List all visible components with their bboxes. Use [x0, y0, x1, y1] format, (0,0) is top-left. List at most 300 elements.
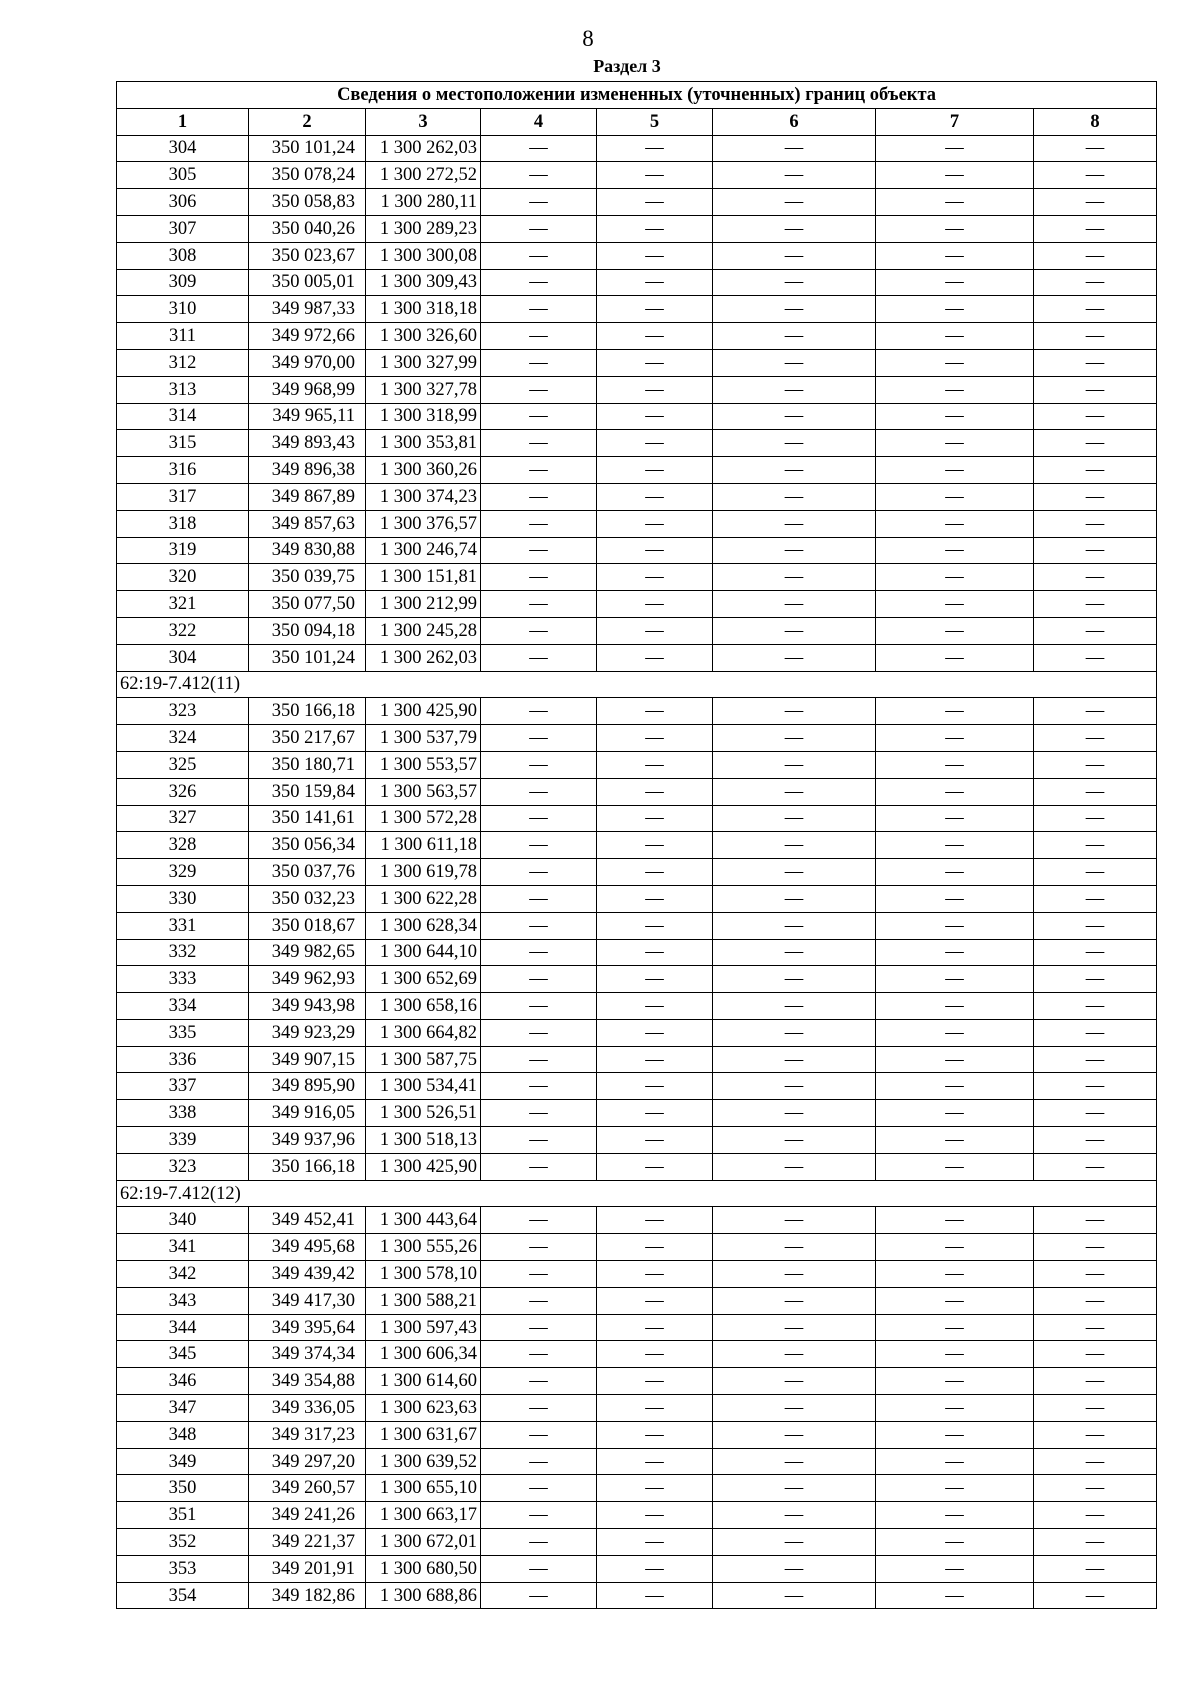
empty-value-cell: — — [597, 1582, 713, 1609]
y-coordinate-cell: 1 300 655,10 — [366, 1475, 481, 1502]
empty-value-cell: — — [481, 1368, 597, 1395]
empty-value-cell: — — [876, 349, 1034, 376]
empty-value-cell: — — [1034, 859, 1157, 886]
empty-value-cell: — — [713, 1046, 876, 1073]
point-number-cell: 345 — [117, 1341, 249, 1368]
empty-value-cell: — — [481, 1448, 597, 1475]
x-coordinate-cell: 350 166,18 — [249, 698, 366, 725]
x-coordinate-cell: 350 141,61 — [249, 805, 366, 832]
table-row — [117, 215, 1157, 242]
table-row — [117, 1582, 1157, 1609]
y-coordinate-cell: 1 300 327,78 — [366, 376, 481, 403]
empty-value-cell: — — [1034, 1368, 1157, 1395]
empty-value-cell: — — [1034, 805, 1157, 832]
empty-value-cell: — — [481, 564, 597, 591]
empty-value-cell: — — [876, 1314, 1034, 1341]
x-coordinate-cell: 350 056,34 — [249, 832, 366, 859]
empty-value-cell: — — [597, 242, 713, 269]
empty-value-cell: — — [876, 403, 1034, 430]
empty-value-cell: — — [713, 403, 876, 430]
empty-value-cell: — — [481, 376, 597, 403]
empty-value-cell: — — [713, 1555, 876, 1582]
point-number-cell: 331 — [117, 912, 249, 939]
empty-value-cell: — — [876, 1395, 1034, 1422]
empty-value-cell: — — [481, 1207, 597, 1234]
empty-value-cell: — — [713, 376, 876, 403]
empty-value-cell: — — [876, 323, 1034, 350]
empty-value-cell: — — [597, 939, 713, 966]
empty-value-cell: — — [597, 1127, 713, 1154]
x-coordinate-cell: 350 180,71 — [249, 751, 366, 778]
y-coordinate-cell: 1 300 578,10 — [366, 1261, 481, 1288]
empty-value-cell: — — [876, 1582, 1034, 1609]
empty-value-cell: — — [481, 242, 597, 269]
empty-value-cell: — — [481, 751, 597, 778]
empty-value-cell: — — [1034, 135, 1157, 162]
y-coordinate-cell: 1 300 443,64 — [366, 1207, 481, 1234]
empty-value-cell: — — [481, 269, 597, 296]
empty-value-cell: — — [876, 1019, 1034, 1046]
point-number-cell: 334 — [117, 993, 249, 1020]
y-coordinate-cell: 1 300 151,81 — [366, 564, 481, 591]
column-header: 3 — [366, 108, 481, 135]
empty-value-cell: — — [1034, 1207, 1157, 1234]
boundary-coordinates-table — [116, 81, 1157, 1609]
table-row — [117, 644, 1157, 671]
table-row — [117, 993, 1157, 1020]
x-coordinate-cell: 349 867,89 — [249, 483, 366, 510]
empty-value-cell: — — [481, 1555, 597, 1582]
empty-value-cell: — — [1034, 269, 1157, 296]
empty-value-cell: — — [713, 617, 876, 644]
y-coordinate-cell: 1 300 360,26 — [366, 457, 481, 484]
table-row — [117, 912, 1157, 939]
empty-value-cell: — — [481, 1153, 597, 1180]
empty-value-cell: — — [876, 832, 1034, 859]
empty-value-cell: — — [1034, 725, 1157, 752]
empty-value-cell: — — [713, 1127, 876, 1154]
point-number-cell: 321 — [117, 591, 249, 618]
point-number-cell: 351 — [117, 1502, 249, 1529]
empty-value-cell: — — [597, 1153, 713, 1180]
table-row — [117, 966, 1157, 993]
y-coordinate-cell: 1 300 246,74 — [366, 537, 481, 564]
empty-value-cell: — — [481, 698, 597, 725]
empty-value-cell: — — [1034, 349, 1157, 376]
point-number-cell: 310 — [117, 296, 249, 323]
empty-value-cell: — — [713, 269, 876, 296]
empty-value-cell: — — [481, 1341, 597, 1368]
x-coordinate-cell: 349 857,63 — [249, 510, 366, 537]
empty-value-cell: — — [1034, 1341, 1157, 1368]
point-number-cell: 306 — [117, 189, 249, 216]
y-coordinate-cell: 1 300 318,99 — [366, 403, 481, 430]
empty-value-cell: — — [597, 1046, 713, 1073]
point-number-cell: 350 — [117, 1475, 249, 1502]
x-coordinate-cell: 349 452,41 — [249, 1207, 366, 1234]
empty-value-cell: — — [1034, 296, 1157, 323]
empty-value-cell: — — [597, 778, 713, 805]
empty-value-cell: — — [481, 1100, 597, 1127]
table-row — [117, 832, 1157, 859]
x-coordinate-cell: 350 032,23 — [249, 885, 366, 912]
empty-value-cell: — — [597, 698, 713, 725]
empty-value-cell: — — [876, 751, 1034, 778]
table-row — [117, 189, 1157, 216]
empty-value-cell: — — [876, 135, 1034, 162]
empty-value-cell: — — [481, 993, 597, 1020]
empty-value-cell: — — [481, 457, 597, 484]
empty-value-cell: — — [876, 644, 1034, 671]
table-row — [117, 483, 1157, 510]
point-number-cell: 340 — [117, 1207, 249, 1234]
point-number-cell: 323 — [117, 698, 249, 725]
table-row — [117, 1127, 1157, 1154]
empty-value-cell: — — [713, 1019, 876, 1046]
empty-value-cell: — — [876, 269, 1034, 296]
point-number-cell: 327 — [117, 805, 249, 832]
empty-value-cell: — — [597, 162, 713, 189]
y-coordinate-cell: 1 300 553,57 — [366, 751, 481, 778]
empty-value-cell: — — [481, 1073, 597, 1100]
table-row — [117, 1395, 1157, 1422]
empty-value-cell: — — [713, 912, 876, 939]
y-coordinate-cell: 1 300 652,69 — [366, 966, 481, 993]
x-coordinate-cell: 350 159,84 — [249, 778, 366, 805]
empty-value-cell: — — [1034, 242, 1157, 269]
empty-value-cell: — — [876, 966, 1034, 993]
y-coordinate-cell: 1 300 326,60 — [366, 323, 481, 350]
y-coordinate-cell: 1 300 639,52 — [366, 1448, 481, 1475]
empty-value-cell: — — [876, 483, 1034, 510]
empty-value-cell: — — [876, 376, 1034, 403]
y-coordinate-cell: 1 300 280,11 — [366, 189, 481, 216]
empty-value-cell: — — [713, 1448, 876, 1475]
empty-value-cell: — — [1034, 644, 1157, 671]
column-header: 2 — [249, 108, 366, 135]
x-coordinate-cell: 349 201,91 — [249, 1555, 366, 1582]
table-row — [117, 1234, 1157, 1261]
empty-value-cell: — — [876, 1502, 1034, 1529]
empty-value-cell: — — [597, 912, 713, 939]
table-row — [117, 242, 1157, 269]
empty-value-cell: — — [597, 1421, 713, 1448]
point-number-cell: 333 — [117, 966, 249, 993]
table-row — [117, 323, 1157, 350]
empty-value-cell: — — [876, 1100, 1034, 1127]
point-number-cell: 354 — [117, 1582, 249, 1609]
column-header: 7 — [876, 108, 1034, 135]
empty-value-cell: — — [876, 1153, 1034, 1180]
x-coordinate-cell: 349 297,20 — [249, 1448, 366, 1475]
x-coordinate-cell: 349 972,66 — [249, 323, 366, 350]
table-row — [117, 1448, 1157, 1475]
point-number-cell: 311 — [117, 323, 249, 350]
table-row — [117, 1019, 1157, 1046]
x-coordinate-cell: 349 439,42 — [249, 1261, 366, 1288]
empty-value-cell: — — [1034, 617, 1157, 644]
x-coordinate-cell: 350 166,18 — [249, 1153, 366, 1180]
empty-value-cell: — — [481, 1502, 597, 1529]
y-coordinate-cell: 1 300 597,43 — [366, 1314, 481, 1341]
empty-value-cell: — — [597, 591, 713, 618]
empty-value-cell: — — [481, 939, 597, 966]
empty-value-cell: — — [713, 483, 876, 510]
x-coordinate-cell: 349 830,88 — [249, 537, 366, 564]
y-coordinate-cell: 1 300 272,52 — [366, 162, 481, 189]
empty-value-cell: — — [481, 912, 597, 939]
table-header-row — [117, 108, 1157, 135]
point-number-cell: 308 — [117, 242, 249, 269]
table-body — [117, 135, 1157, 1609]
table-row — [117, 698, 1157, 725]
empty-value-cell: — — [876, 912, 1034, 939]
point-number-cell: 314 — [117, 403, 249, 430]
empty-value-cell: — — [597, 832, 713, 859]
empty-value-cell: — — [481, 430, 597, 457]
x-coordinate-cell: 349 495,68 — [249, 1234, 366, 1261]
point-number-cell: 344 — [117, 1314, 249, 1341]
y-coordinate-cell: 1 300 606,34 — [366, 1341, 481, 1368]
empty-value-cell: — — [876, 1287, 1034, 1314]
y-coordinate-cell: 1 300 300,08 — [366, 242, 481, 269]
empty-value-cell: — — [481, 162, 597, 189]
empty-value-cell: — — [1034, 189, 1157, 216]
empty-value-cell: — — [1034, 483, 1157, 510]
empty-value-cell: — — [597, 993, 713, 1020]
empty-value-cell: — — [876, 1368, 1034, 1395]
table-row — [117, 269, 1157, 296]
y-coordinate-cell: 1 300 555,26 — [366, 1234, 481, 1261]
empty-value-cell: — — [713, 591, 876, 618]
y-coordinate-cell: 1 300 587,75 — [366, 1046, 481, 1073]
empty-value-cell: — — [1034, 162, 1157, 189]
point-number-cell: 304 — [117, 644, 249, 671]
y-coordinate-cell: 1 300 611,18 — [366, 832, 481, 859]
empty-value-cell: — — [481, 189, 597, 216]
point-number-cell: 322 — [117, 617, 249, 644]
empty-value-cell: — — [597, 725, 713, 752]
x-coordinate-cell: 349 968,99 — [249, 376, 366, 403]
empty-value-cell: — — [713, 349, 876, 376]
empty-value-cell: — — [1034, 1502, 1157, 1529]
table-row — [117, 1153, 1157, 1180]
empty-value-cell: — — [481, 1529, 597, 1556]
empty-value-cell: — — [597, 215, 713, 242]
empty-value-cell: — — [876, 698, 1034, 725]
point-number-cell: 353 — [117, 1555, 249, 1582]
point-number-cell: 309 — [117, 269, 249, 296]
point-number-cell: 332 — [117, 939, 249, 966]
empty-value-cell: — — [876, 1073, 1034, 1100]
table-caption-row — [117, 82, 1157, 109]
empty-value-cell: — — [876, 215, 1034, 242]
group-row — [117, 671, 1157, 698]
empty-value-cell: — — [481, 1234, 597, 1261]
empty-value-cell: — — [597, 1207, 713, 1234]
y-coordinate-cell: 1 300 374,23 — [366, 483, 481, 510]
x-coordinate-cell: 349 907,15 — [249, 1046, 366, 1073]
empty-value-cell: — — [876, 1341, 1034, 1368]
table-row — [117, 457, 1157, 484]
empty-value-cell: — — [481, 215, 597, 242]
empty-value-cell: — — [597, 1100, 713, 1127]
y-coordinate-cell: 1 300 262,03 — [366, 135, 481, 162]
empty-value-cell: — — [713, 296, 876, 323]
column-header: 5 — [597, 108, 713, 135]
empty-value-cell: — — [1034, 966, 1157, 993]
table-caption: Сведения о местоположении измененных (уточненных) границ объекта — [117, 82, 1157, 109]
point-number-cell: 346 — [117, 1368, 249, 1395]
y-coordinate-cell: 1 300 425,90 — [366, 698, 481, 725]
empty-value-cell: — — [597, 1395, 713, 1422]
group-row — [117, 1180, 1157, 1207]
empty-value-cell: — — [713, 1261, 876, 1288]
page-number: 8 — [582, 26, 594, 51]
empty-value-cell: — — [481, 510, 597, 537]
x-coordinate-cell: 349 916,05 — [249, 1100, 366, 1127]
table-row — [117, 376, 1157, 403]
y-coordinate-cell: 1 300 614,60 — [366, 1368, 481, 1395]
empty-value-cell: — — [597, 296, 713, 323]
empty-value-cell: — — [713, 859, 876, 886]
empty-value-cell: — — [1034, 885, 1157, 912]
empty-value-cell: — — [1034, 1475, 1157, 1502]
x-coordinate-cell: 350 018,67 — [249, 912, 366, 939]
empty-value-cell: — — [1034, 1127, 1157, 1154]
table-row — [117, 725, 1157, 752]
x-coordinate-cell: 349 970,00 — [249, 349, 366, 376]
empty-value-cell: — — [597, 1341, 713, 1368]
empty-value-cell: — — [597, 1555, 713, 1582]
empty-value-cell: — — [597, 1368, 713, 1395]
x-coordinate-cell: 350 077,50 — [249, 591, 366, 618]
empty-value-cell: — — [597, 403, 713, 430]
empty-value-cell: — — [597, 135, 713, 162]
table-row — [117, 859, 1157, 886]
empty-value-cell: — — [481, 1127, 597, 1154]
empty-value-cell: — — [597, 376, 713, 403]
y-coordinate-cell: 1 300 537,79 — [366, 725, 481, 752]
x-coordinate-cell: 350 094,18 — [249, 617, 366, 644]
empty-value-cell: — — [597, 349, 713, 376]
x-coordinate-cell: 350 037,76 — [249, 859, 366, 886]
empty-value-cell: — — [597, 323, 713, 350]
empty-value-cell: — — [713, 189, 876, 216]
table-row — [117, 885, 1157, 912]
empty-value-cell: — — [876, 725, 1034, 752]
empty-value-cell: — — [1034, 591, 1157, 618]
empty-value-cell: — — [597, 537, 713, 564]
empty-value-cell: — — [713, 698, 876, 725]
x-coordinate-cell: 349 182,86 — [249, 1582, 366, 1609]
empty-value-cell: — — [713, 1153, 876, 1180]
empty-value-cell: — — [597, 1287, 713, 1314]
empty-value-cell: — — [1034, 1100, 1157, 1127]
x-coordinate-cell: 349 221,37 — [249, 1529, 366, 1556]
x-coordinate-cell: 349 317,23 — [249, 1421, 366, 1448]
y-coordinate-cell: 1 300 619,78 — [366, 859, 481, 886]
empty-value-cell: — — [481, 483, 597, 510]
empty-value-cell: — — [481, 1046, 597, 1073]
table-row — [117, 537, 1157, 564]
empty-value-cell: — — [713, 564, 876, 591]
empty-value-cell: — — [597, 457, 713, 484]
x-coordinate-cell: 349 895,90 — [249, 1073, 366, 1100]
empty-value-cell: — — [876, 1448, 1034, 1475]
empty-value-cell: — — [876, 591, 1034, 618]
empty-value-cell: — — [597, 510, 713, 537]
table-row — [117, 1555, 1157, 1582]
table-row — [117, 135, 1157, 162]
empty-value-cell: — — [481, 966, 597, 993]
point-number-cell: 305 — [117, 162, 249, 189]
point-number-cell: 352 — [117, 1529, 249, 1556]
empty-value-cell: — — [597, 483, 713, 510]
x-coordinate-cell: 349 374,34 — [249, 1341, 366, 1368]
point-number-cell: 337 — [117, 1073, 249, 1100]
empty-value-cell: — — [481, 1019, 597, 1046]
empty-value-cell: — — [1034, 1529, 1157, 1556]
empty-value-cell: — — [1034, 1314, 1157, 1341]
table-row — [117, 1287, 1157, 1314]
empty-value-cell: — — [481, 832, 597, 859]
empty-value-cell: — — [597, 430, 713, 457]
empty-value-cell: — — [713, 510, 876, 537]
y-coordinate-cell: 1 300 212,99 — [366, 591, 481, 618]
y-coordinate-cell: 1 300 572,28 — [366, 805, 481, 832]
point-number-cell: 342 — [117, 1261, 249, 1288]
empty-value-cell: — — [1034, 1073, 1157, 1100]
point-number-cell: 330 — [117, 885, 249, 912]
empty-value-cell: — — [481, 1421, 597, 1448]
x-coordinate-cell: 349 937,96 — [249, 1127, 366, 1154]
empty-value-cell: — — [713, 1314, 876, 1341]
empty-value-cell: — — [1034, 1395, 1157, 1422]
empty-value-cell: — — [876, 1421, 1034, 1448]
empty-value-cell: — — [1034, 323, 1157, 350]
group-label: 62:19-7.412(11) — [117, 671, 1157, 698]
point-number-cell: 325 — [117, 751, 249, 778]
empty-value-cell: — — [597, 564, 713, 591]
table-row — [117, 1421, 1157, 1448]
empty-value-cell: — — [1034, 1153, 1157, 1180]
empty-value-cell: — — [713, 1341, 876, 1368]
empty-value-cell: — — [1034, 564, 1157, 591]
empty-value-cell: — — [597, 751, 713, 778]
empty-value-cell: — — [713, 1502, 876, 1529]
point-number-cell: 328 — [117, 832, 249, 859]
empty-value-cell: — — [597, 966, 713, 993]
empty-value-cell: — — [1034, 912, 1157, 939]
table-row — [117, 510, 1157, 537]
empty-value-cell: — — [876, 1475, 1034, 1502]
empty-value-cell: — — [1034, 376, 1157, 403]
point-number-cell: 336 — [117, 1046, 249, 1073]
empty-value-cell: — — [876, 1555, 1034, 1582]
y-coordinate-cell: 1 300 425,90 — [366, 1153, 481, 1180]
x-coordinate-cell: 350 217,67 — [249, 725, 366, 752]
empty-value-cell: — — [713, 993, 876, 1020]
y-coordinate-cell: 1 300 353,81 — [366, 430, 481, 457]
empty-value-cell: — — [481, 1314, 597, 1341]
table-row — [117, 1073, 1157, 1100]
empty-value-cell: — — [481, 885, 597, 912]
table-row — [117, 403, 1157, 430]
empty-value-cell: — — [481, 323, 597, 350]
table-row — [117, 591, 1157, 618]
table-row — [117, 1207, 1157, 1234]
